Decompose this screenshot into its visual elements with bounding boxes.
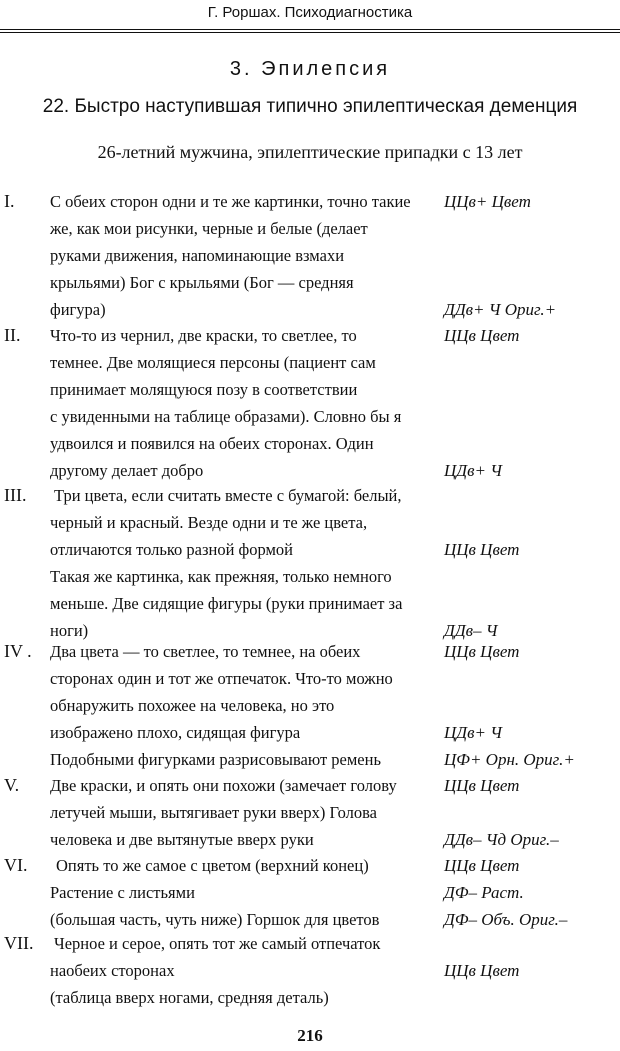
response-text: (таблица вверх ногами, средняя деталь): [50, 988, 329, 1007]
protocol-entry: [0, 772, 620, 853]
protocol-line: [0, 984, 620, 1011]
protocol-line: [0, 269, 620, 296]
scoring-code: ДФ– Объ. Ориг.–: [444, 910, 568, 929]
response-text: руками движения, напоминающие взмахи: [50, 246, 345, 265]
response-text: наобеих сторонах: [50, 961, 175, 980]
protocol-line: [0, 188, 620, 215]
protocol-line: [0, 430, 620, 457]
protocol-line: [0, 957, 620, 984]
card-numeral: I.: [4, 191, 15, 211]
scoring-code: ЦЦв Цвет: [444, 856, 520, 875]
protocol-line: [0, 296, 620, 323]
response-text: темнее. Две молящиеся персоны (пациент сам: [50, 353, 376, 372]
response-text: крыльями) Бог с крыльями (Бог — средняя: [50, 273, 354, 292]
protocol-line: [0, 772, 620, 799]
response-text: принимает молящуюся позу в соответствии: [50, 380, 358, 399]
response-text: другому делает добро: [50, 461, 204, 480]
card-numeral: VII.: [4, 933, 34, 953]
scoring-code: ЦЦв Цвет: [444, 326, 520, 345]
protocol-line: [0, 879, 620, 906]
case-subtitle: 26-летний мужчина, эпилептические припадки с 13 лет: [97, 142, 523, 162]
protocol-line: [0, 376, 620, 403]
response-text: Опять то же самое с цветом (верхний конец): [56, 856, 369, 875]
protocol-line: [0, 403, 620, 430]
response-text: ноги): [50, 621, 89, 640]
protocol-line: [0, 457, 620, 484]
protocol-line: [0, 536, 620, 563]
protocol-line: [0, 482, 620, 509]
response-text: изображено плохо, сидящая фигура: [50, 723, 301, 742]
card-numeral: V.: [4, 775, 20, 795]
response-text: с увиденными на таблице образами). Словно бы я: [50, 407, 402, 426]
scoring-code: ДДв– Чд Ориг.–: [444, 830, 559, 849]
response-text: черный и красный. Везде одни и те же цвета,: [50, 513, 368, 532]
protocol-entry: [0, 930, 620, 1011]
protocol-line: [0, 242, 620, 269]
protocol-line: [0, 322, 620, 349]
card-numeral: II.: [4, 325, 21, 345]
response-text: сторонах один и тот же отпечаток. Что-то можно: [50, 669, 393, 688]
protocol-entry: [0, 482, 620, 644]
response-text: человека и две вытянутые вверх руки: [50, 830, 314, 849]
protocol-line: [0, 719, 620, 746]
scoring-code: ДФ– Раст.: [444, 883, 524, 902]
section-heading: 3. Эпилепсия: [229, 58, 391, 80]
response-text: обнаружить похожее на человека, но это: [50, 696, 335, 715]
response-text: (большая часть, чуть ниже) Горшок для цветов: [50, 910, 380, 929]
scoring-code: ДДв+ Ч Ориг.+: [444, 300, 557, 319]
response-text: Подобными фигурками разрисовывают ремень: [50, 750, 381, 769]
case-title: 22. Быстро наступившая типично эпилептическая деменция: [42, 96, 578, 117]
header-rule-bottom: [0, 32, 620, 33]
response-text: Два цвета — то светлее, то темнее, на обеих: [50, 642, 361, 661]
response-text: Что-то из чернил, две краски, то светлее, то: [50, 326, 357, 345]
card-numeral: III.: [4, 485, 27, 505]
scoring-code: ЦЦв Цвет: [444, 540, 520, 559]
scoring-code: ЦДв+ Ч: [444, 461, 502, 480]
page-number: 216: [297, 1026, 323, 1045]
response-text: меньше. Две сидящие фигуры (руки принимает за: [50, 594, 403, 613]
protocol-entry: [0, 322, 620, 484]
protocol-line: [0, 509, 620, 536]
protocol-line: [0, 692, 620, 719]
response-text: же, как мои рисунки, черные и белые (делает: [50, 219, 368, 238]
running-header: Г. Роршах. Психодиагностика: [207, 4, 413, 21]
scoring-code: ЦЦв Цвет: [444, 642, 520, 661]
response-text: летучей мыши, вытягивает руки вверх) Голова: [50, 803, 377, 822]
response-text: Черное и серое, опять тот же самый отпечаток: [54, 934, 381, 953]
protocol-line: [0, 746, 620, 773]
protocol-entry: [0, 852, 620, 933]
scoring-code: ЦЦв Цвет: [444, 776, 520, 795]
protocol-line: [0, 215, 620, 242]
protocol-line: [0, 638, 620, 665]
response-text: отличаются только разной формой: [50, 540, 294, 559]
protocol-line: [0, 826, 620, 853]
protocol-line: [0, 590, 620, 617]
response-text: Растение с листьями: [50, 883, 195, 902]
response-text: Такая же картинка, как прежняя, только немного: [50, 567, 392, 586]
protocol-line: [0, 906, 620, 933]
scoring-code: ЦФ+ Орн. Ориг.+: [444, 750, 575, 769]
protocol-line: [0, 799, 620, 826]
scoring-code: ЦЦв Цвет: [444, 961, 520, 980]
protocol-entry: [0, 188, 620, 323]
card-numeral: VI.: [4, 855, 28, 875]
card-numeral: IV .: [4, 641, 32, 661]
scoring-code: ДДв– Ч: [444, 621, 498, 640]
protocol-line: [0, 930, 620, 957]
protocol-line: [0, 665, 620, 692]
scoring-code: ЦДв+ Ч: [444, 723, 502, 742]
response-text: Три цвета, если считать вместе с бумагой: белый,: [54, 486, 402, 505]
protocol-entry: [0, 638, 620, 773]
response-text: фигура): [50, 300, 106, 319]
response-text: С обеих сторон одни и те же картинки, точно такие: [50, 192, 411, 211]
response-text: удвоился и появился на обеих сторонах. Один: [50, 434, 374, 453]
scoring-code: ЦЦв+ Цвет: [444, 192, 531, 211]
protocol-line: [0, 852, 620, 879]
response-text: Две краски, и опять они похожи (замечает голову: [50, 776, 397, 795]
protocol-line: [0, 349, 620, 376]
header-rule-top: [0, 29, 620, 30]
protocol-line: [0, 563, 620, 590]
